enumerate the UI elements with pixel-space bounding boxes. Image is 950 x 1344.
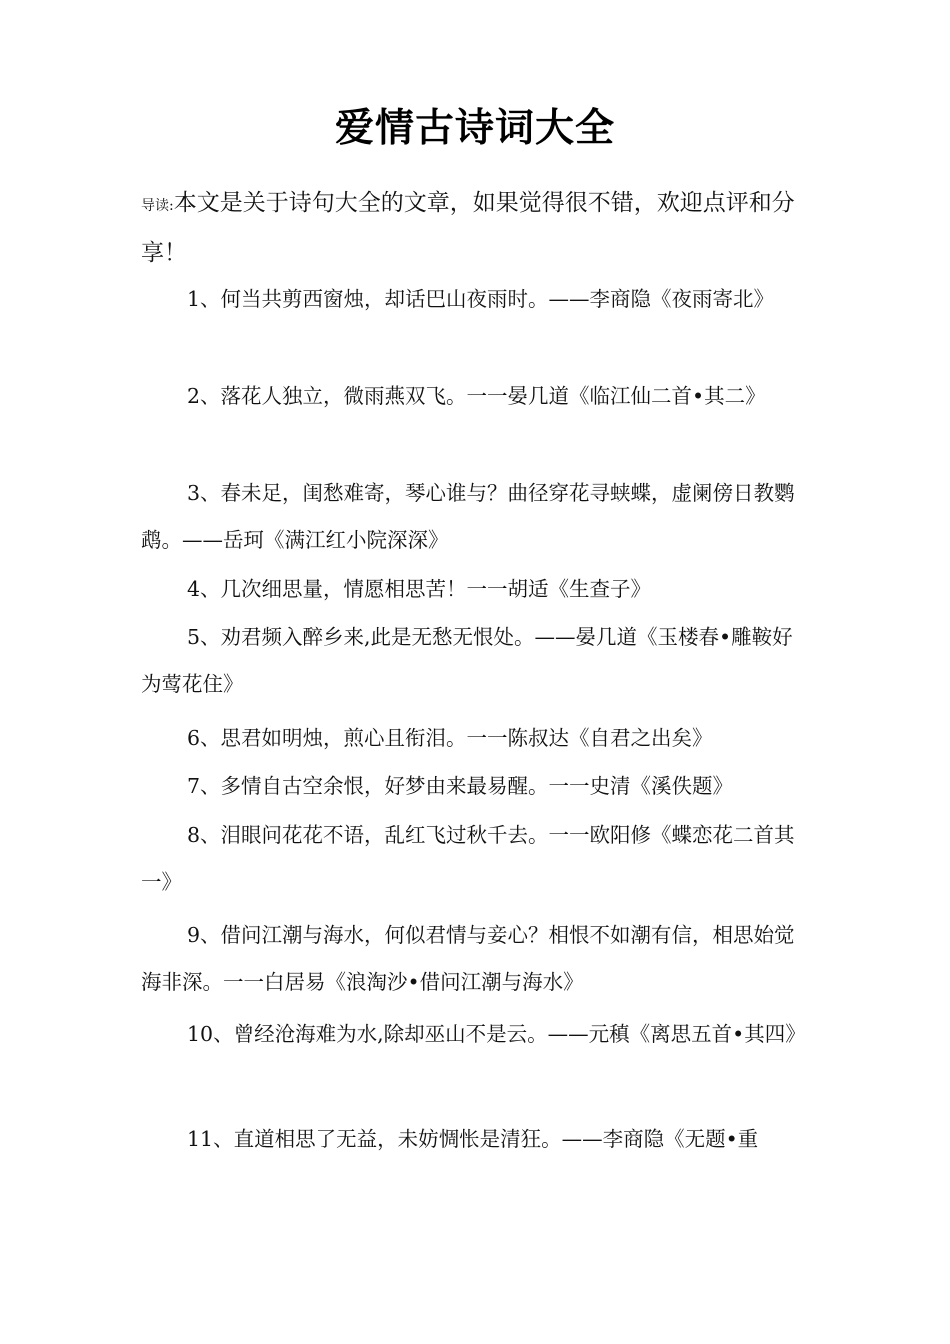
intro-text: 本文是关于诗句大全的文章，如果觉得很不错，欢迎点评和分享！ [141,190,795,266]
document-title: 爱情古诗词大全 [334,106,615,151]
intro-paragraph [141,180,811,277]
poem-item-7: 7、多情自古空余恨，好梦由来最易醒。一一史清《溪佚题》 [187,774,734,798]
poem-item-5: 5、劝君频入醉乡来,此是无愁无恨处。——晏几道《玉楼春•雕鞍好为莺花住》 [141,625,793,696]
poem-item-10: 10、曾经沧海难为水,除却巫山不是云。——元稹《离思五首•其四》 [187,1022,806,1046]
poem-item-4: 4、几次细思量，情愿相思苦！一一胡适《生查子》 [187,577,652,601]
intro-label: 导读: [141,198,174,214]
poem-item-9: 9、借问江潮与海水，何似君情与妾心？相恨不如潮有信，相思始觉海非深。一一白居易《浪淘沙•借问江潮与海水》 [141,923,795,994]
poem-item-3: 3、春未足，闺愁难寄，琴心谁与？曲径穿花寻蛱蝶，虚阑傍日教鹦鹉。——岳珂《满江红小院深深》 [141,481,795,552]
poem-item-8: 8、泪眼问花花不语，乱红飞过秋千去。一一欧阳修《蝶恋花二首其一》 [141,823,795,894]
poem-item-2: 2、落花人独立，微雨燕双飞。一一晏几道《临江仙二首•其二》 [187,384,766,408]
poem-item-11: 11、直道相思了无益，未妨惆怅是清狂。——李商隐《无题•重 [187,1127,759,1151]
poem-item-1: 1、何当共剪西窗烛，却话巴山夜雨时。——李商隐《夜雨寄北》 [187,287,775,311]
poem-item-6: 6、思君如明烛，煎心且衔泪。一一陈叔达《自君之出矣》 [187,726,713,750]
